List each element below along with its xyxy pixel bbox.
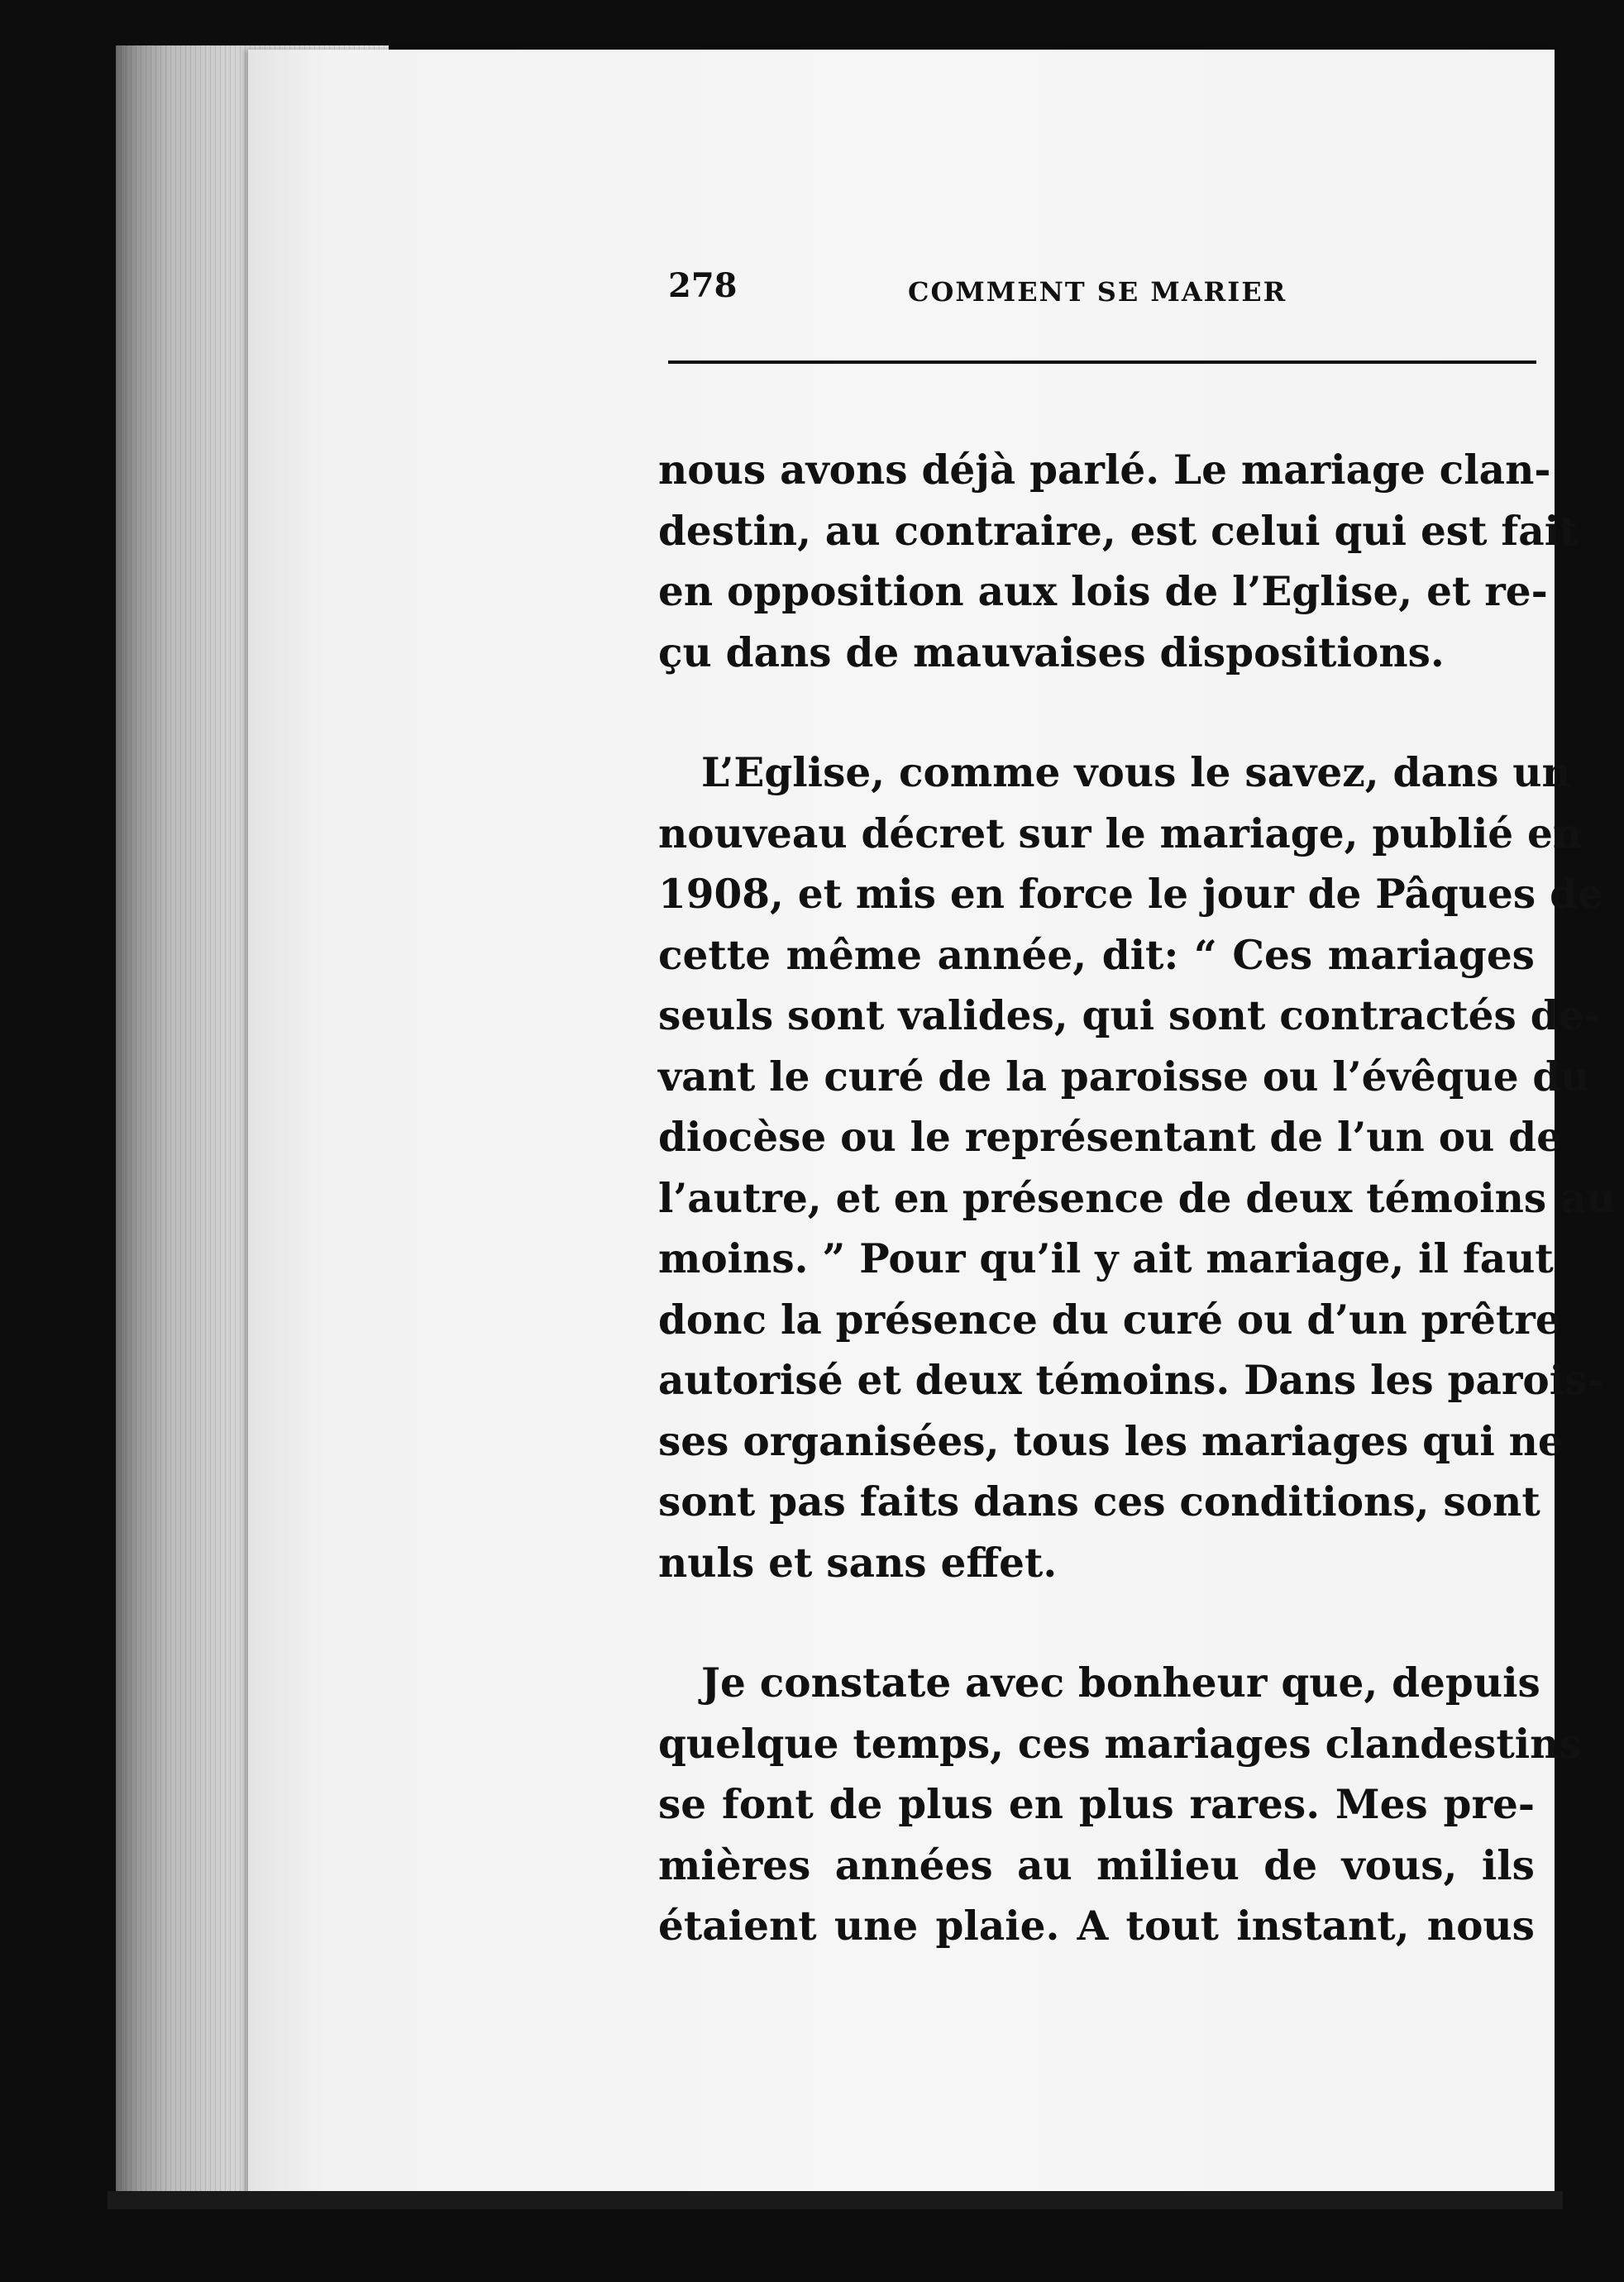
paragraph-gap xyxy=(658,683,1535,742)
text-line: vant le curé de la paroisse ou l’évêque du xyxy=(658,1053,1590,1100)
running-title: COMMENT SE MARIER xyxy=(908,276,1287,308)
text-line: sont pas faits dans ces conditions, sont xyxy=(658,1478,1540,1525)
text-line: étaient une plaie. A tout instant, nous xyxy=(658,1902,1535,1950)
text-line: L’Eglise, comme vous le savez, dans un xyxy=(701,749,1571,796)
text-line: donc la présence du curé ou d’un prêtre xyxy=(658,1296,1561,1344)
text-line: nous avons déjà parlé. Le mariage clan- xyxy=(658,446,1551,494)
body-text xyxy=(658,440,1616,1957)
text-line: Je constate avec bonheur que, depuis xyxy=(701,1659,1540,1707)
page-number: 278 xyxy=(668,266,738,305)
text-line: moins. ” Pour qu’il y ait mariage, il faut xyxy=(658,1235,1554,1282)
page-bottom-edge xyxy=(107,2191,1563,2209)
paragraph-gap xyxy=(658,1593,1535,1653)
text-line: se font de plus en plus rares. Mes pre- xyxy=(658,1781,1535,1828)
text-line: ses organisées, tous les mariages qui ne xyxy=(658,1417,1564,1465)
text-line: quelque temps, ces mariages clandestins xyxy=(658,1720,1582,1768)
text-line: l’autre, et en présence de deux témoins au xyxy=(658,1174,1616,1222)
text-line: destin, au contraire, est celui qui est fait xyxy=(658,507,1579,555)
text-line: cette même année, dit: “ Ces mariages xyxy=(658,931,1535,979)
text-line: autorisé et deux témoins. Dans les parois- xyxy=(658,1357,1604,1404)
text-line: nuls et sans effet. xyxy=(658,1539,1058,1587)
text-line: nouveau décret sur le mariage, publié en xyxy=(658,809,1583,857)
text-line: diocèse ou le représentant de l’un ou de xyxy=(658,1114,1562,1161)
text-line: seuls sont valides, qui sont contractés de- xyxy=(658,992,1601,1039)
page-header xyxy=(668,266,1536,316)
text-line: en opposition aux lois de l’Eglise, et re- xyxy=(658,568,1548,615)
text-line: çu dans de mauvaises dispositions. xyxy=(658,628,1445,676)
header-rule xyxy=(668,360,1536,364)
text-line: mières années au milieu de vous, ils xyxy=(658,1841,1535,1889)
text-line: 1908, et mis en force le jour de Pâques de xyxy=(658,871,1603,918)
